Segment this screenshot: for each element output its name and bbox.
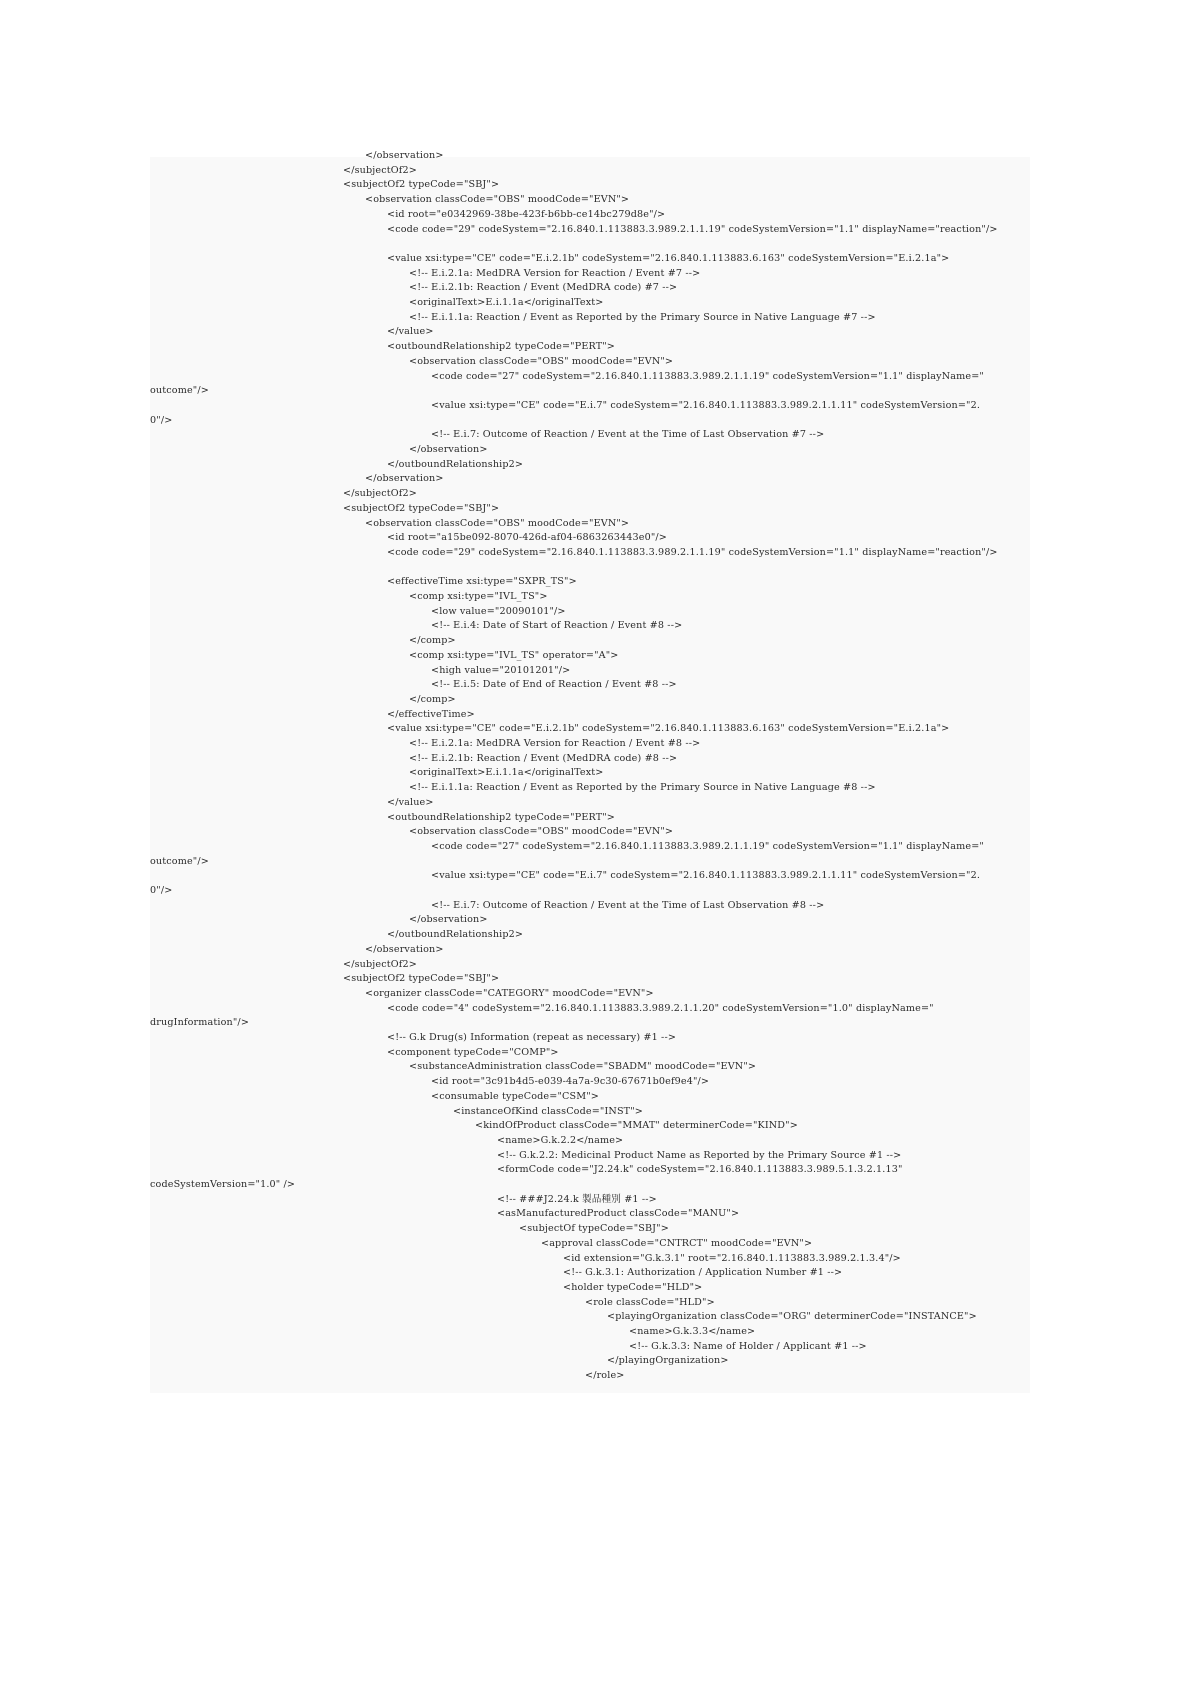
xml-line: <outboundRelationship2 typeCode="PERT"> — [387, 341, 615, 353]
xml-line: <value xsi:type="CE" code="E.i.7" codeSystem="2.16.840.1.113883.3.989.2.1.1.11" codeSystemVersion="2. — [431, 399, 981, 411]
xml-line: <observation classCode="OBS" moodCode="EVN"> — [409, 826, 674, 838]
xml-code-block — [150, 150, 1030, 1393]
xml-line: <subjectOf2 typeCode="SBJ"> — [343, 179, 500, 191]
xml-line: <subjectOf typeCode="SBJ"> — [519, 1223, 669, 1235]
xml-line: <outboundRelationship2 typeCode="PERT"> — [387, 811, 615, 823]
xml-line: <id root="e0342969-38be-423f-b6bb-ce14bc279d8e"/> — [387, 208, 666, 220]
xml-line: <instanceOfKind classCode="INST"> — [453, 1105, 643, 1117]
xml-line: <!-- E.i.1.1a: Reaction / Event as Reported by the Primary Source in Native Language #8 --> — [409, 782, 876, 794]
xml-line: </playingOrganization> — [607, 1355, 729, 1367]
xml-line: <low value="20090101"/> — [431, 605, 566, 617]
xml-line: <effectiveTime xsi:type="SXPR_TS"> — [387, 576, 577, 588]
xml-line: <holder typeCode="HLD"> — [563, 1281, 703, 1293]
xml-line: </subjectOf2> — [343, 488, 417, 500]
xml-line: </value> — [387, 326, 434, 338]
xml-line: </role> — [585, 1370, 625, 1382]
xml-line: 0"/> — [150, 414, 173, 426]
xml-line: <!-- G.k.3.1: Authorization / Application Number #1 --> — [563, 1267, 843, 1279]
xml-line: outcome"/> — [150, 385, 209, 397]
xml-line: 0"/> — [150, 885, 173, 896]
xml-line: <component typeCode="COMP"> — [387, 1046, 559, 1058]
xml-line: <id extension="G.k.3.1" root="2.16.840.1.113883.3.989.2.1.3.4"/> — [563, 1252, 901, 1264]
xml-line: <code code="4" codeSystem="2.16.840.1.113883.3.989.2.1.1.20" codeSystemVersion="1.0" displayName=" — [387, 1002, 934, 1014]
xml-line: <originalText>E.i.1.1a</originalText> — [409, 767, 604, 779]
xml-line: </subjectOf2> — [343, 958, 417, 970]
xml-line: <playingOrganization classCode="ORG" determinerCode="INSTANCE"> — [607, 1311, 977, 1323]
xml-line: <value xsi:type="CE" code="E.i.2.1b" codeSystem="2.16.840.1.113883.6.163" codeSystemVersion="E.i.2.1a"> — [387, 723, 950, 735]
xml-line: <organizer classCode="CATEGORY" moodCode="EVN"> — [365, 987, 654, 999]
xml-line: <observation classCode="OBS" moodCode="EVN"> — [365, 194, 630, 206]
xml-line: <originalText>E.i.1.1a</originalText> — [409, 297, 604, 308]
xml-line: <formCode code="J2.24.k" codeSystem="2.16.840.1.113883.3.989.5.1.3.2.1.13" — [497, 1164, 903, 1176]
xml-line: <comp xsi:type="IVL_TS" operator="A"> — [409, 649, 619, 661]
xml-line: <!-- E.i.2.1b: Reaction / Event (MedDRA code) #8 --> — [409, 752, 678, 764]
xml-line: <!-- E.i.1.1a: Reaction / Event as Reported by the Primary Source in Native Language #7 --> — [409, 311, 876, 323]
xml-line: <subjectOf2 typeCode="SBJ"> — [343, 502, 500, 514]
xml-line: <role classCode="HLD"> — [585, 1296, 715, 1308]
xml-line: </observation> — [409, 444, 488, 455]
xml-line: <!-- E.i.7: Outcome of Reaction / Event at the Time of Last Observation #7 --> — [431, 429, 825, 441]
xml-line: </comp> — [409, 693, 456, 705]
xml-line: </outboundRelationship2> — [387, 929, 524, 941]
xml-line: </comp> — [409, 635, 456, 647]
xml-line: <name>G.k.2.2</name> — [497, 1134, 624, 1146]
xml-line: <!-- ###J2.24.k 製品種別 #1 --> — [497, 1193, 657, 1205]
xml-line: drugInformation"/> — [150, 1017, 250, 1029]
xml-line: </observation> — [365, 943, 444, 955]
xml-line: <value xsi:type="CE" code="E.i.2.1b" codeSystem="2.16.840.1.113883.6.163" codeSystemVersion="E.i.2.1a"> — [387, 252, 950, 264]
xml-line: <asManufacturedProduct classCode="MANU"> — [497, 1208, 740, 1220]
xml-line: <value xsi:type="CE" code="E.i.7" codeSystem="2.16.840.1.113883.3.989.2.1.1.11" codeSystemVersion="2. — [431, 870, 981, 882]
xml-line: <code code="27" codeSystem="2.16.840.1.113883.3.989.2.1.1.19" codeSystemVersion="1.1" displayName=" — [431, 370, 984, 382]
xml-line: <comp xsi:type="IVL_TS"> — [409, 591, 548, 602]
xml-line: </observation> — [365, 473, 444, 485]
xml-line: <name>G.k.3.3</name> — [629, 1326, 756, 1337]
xml-line: <!-- G.k.3.3: Name of Holder / Applicant #1 --> — [629, 1340, 867, 1352]
xml-line: <!-- E.i.2.1b: Reaction / Event (MedDRA code) #7 --> — [409, 282, 678, 294]
xml-line: <!-- E.i.4: Date of Start of Reaction / Event #8 --> — [431, 620, 683, 632]
xml-line: <code code="29" codeSystem="2.16.840.1.113883.3.989.2.1.1.19" codeSystemVersion="1.1" displayName="reaction"/> — [387, 223, 998, 235]
xml-line: <!-- G.k.2.2: Medicinal Product Name as Reported by the Primary Source #1 --> — [497, 1149, 902, 1161]
xml-line: <high value="20101201"/> — [431, 664, 571, 676]
xml-line: </subjectOf2> — [343, 164, 417, 176]
xml-line: <observation classCode="OBS" moodCode="EVN"> — [365, 517, 630, 529]
xml-line: <substanceAdministration classCode="SBADM" moodCode="EVN"> — [409, 1061, 757, 1073]
xml-line: codeSystemVersion="1.0" /> — [150, 1179, 296, 1190]
xml-line: </value> — [387, 796, 434, 808]
xml-line: <!-- E.i.5: Date of End of Reaction / Event #8 --> — [431, 679, 677, 691]
xml-line: <kindOfProduct classCode="MMAT" determinerCode="KIND"> — [475, 1120, 798, 1132]
xml-line: </effectiveTime> — [387, 708, 475, 720]
xml-line: <observation classCode="OBS" moodCode="EVN"> — [409, 355, 674, 367]
xml-line: <!-- E.i.7: Outcome of Reaction / Event at the Time of Last Observation #8 --> — [431, 899, 825, 911]
xml-line: <approval classCode="CNTRCT" moodCode="EVN"> — [541, 1237, 813, 1249]
xml-line: </observation> — [365, 150, 444, 161]
xml-line: </outboundRelationship2> — [387, 458, 524, 470]
xml-line: outcome"/> — [150, 855, 209, 867]
xml-line: <code code="27" codeSystem="2.16.840.1.113883.3.989.2.1.1.19" codeSystemVersion="1.1" displayName=" — [431, 840, 984, 852]
xml-line: <consumable typeCode="CSM"> — [431, 1090, 599, 1102]
xml-line: <id root="a15be092-8070-426d-af04-6863263443e0"/> — [387, 532, 667, 544]
xml-line: <!-- E.i.2.1a: MedDRA Version for Reaction / Event #7 --> — [409, 267, 701, 279]
xml-line: <!-- E.i.2.1a: MedDRA Version for Reaction / Event #8 --> — [409, 738, 701, 749]
xml-line: <subjectOf2 typeCode="SBJ"> — [343, 973, 500, 985]
xml-line: <code code="29" codeSystem="2.16.840.1.113883.3.989.2.1.1.19" codeSystemVersion="1.1" displayName="reaction"/> — [387, 546, 998, 558]
xml-line: </observation> — [409, 914, 488, 926]
xml-line: <!-- G.k Drug(s) Information (repeat as necessary) #1 --> — [387, 1032, 677, 1043]
xml-line: <id root="3c91b4d5-e039-4a7a-9c30-67671b0ef9e4"/> — [431, 1076, 710, 1088]
